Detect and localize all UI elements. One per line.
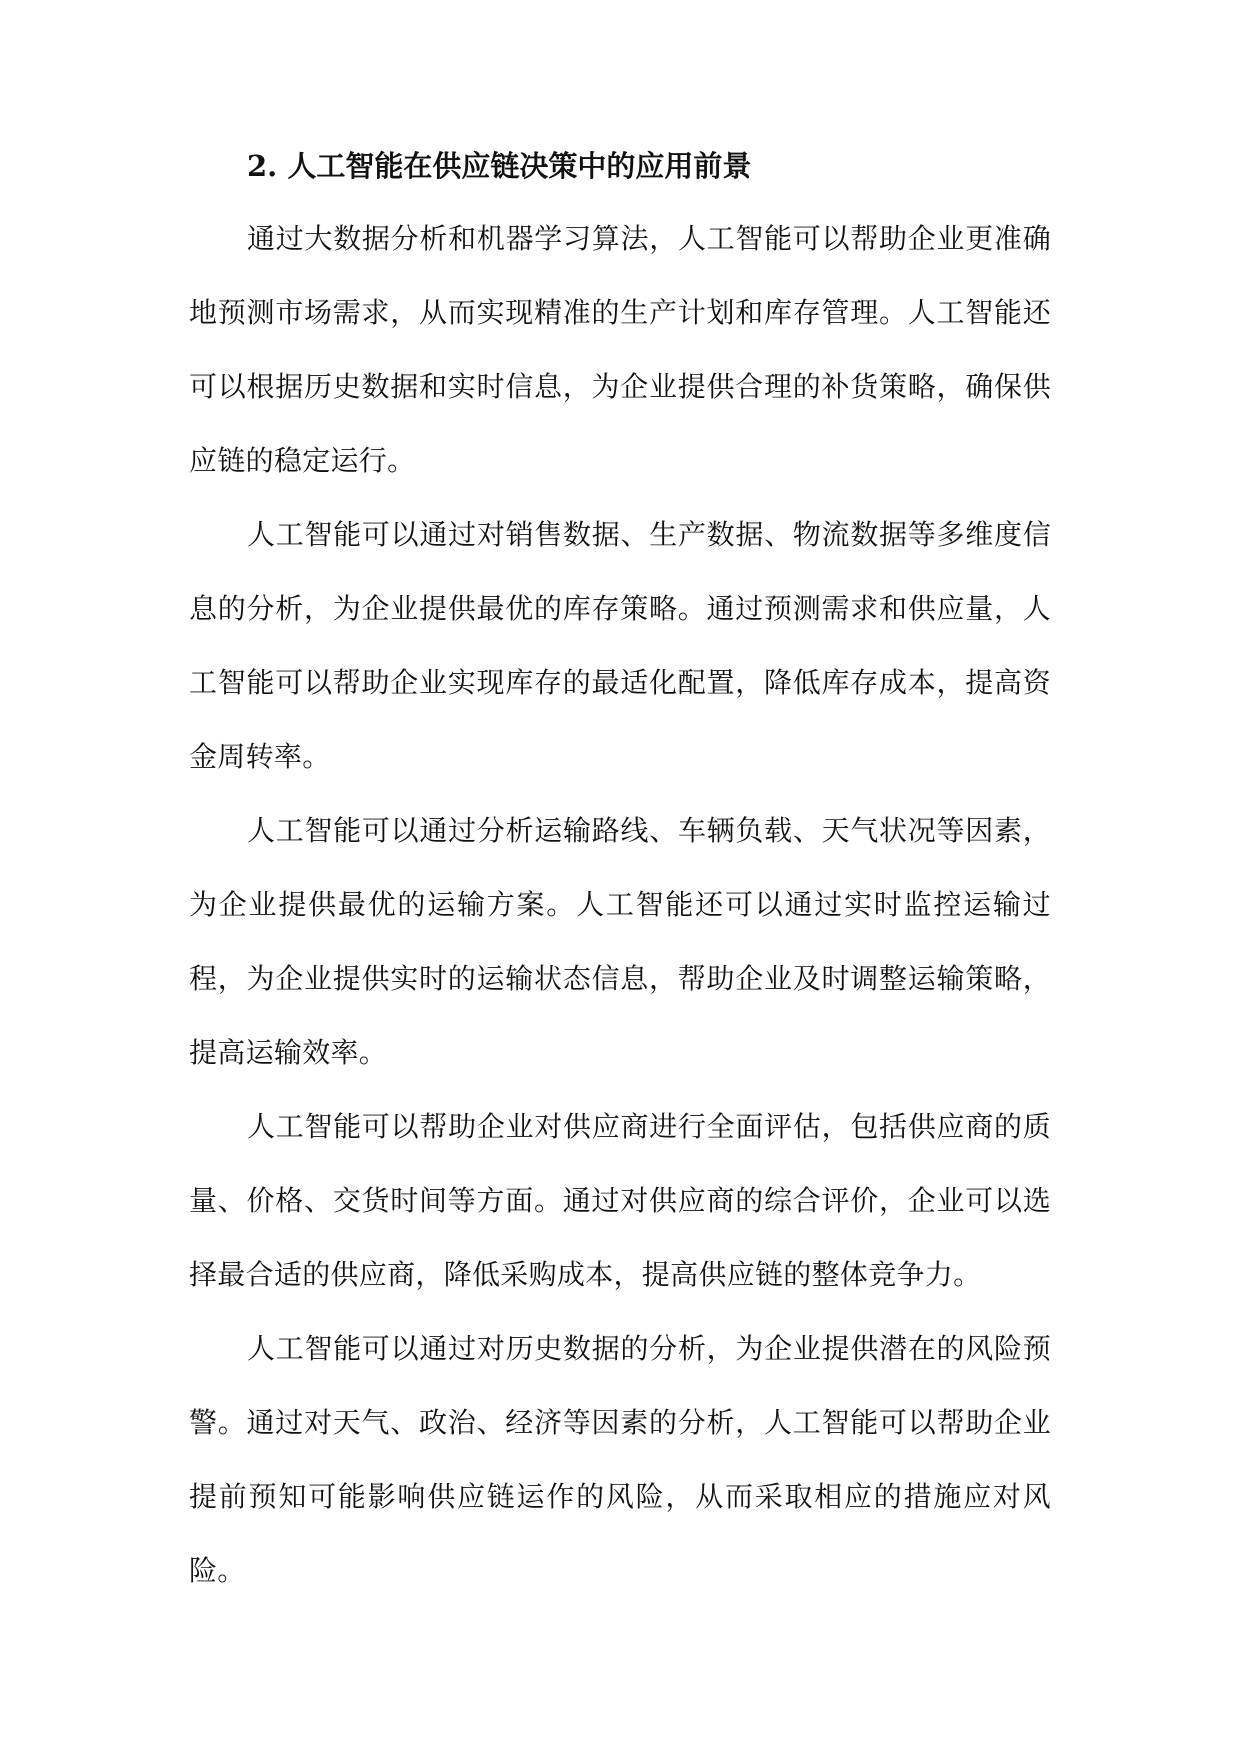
paragraph-transport-optimization: 人工智能可以通过分析运输路线、车辆负载、天气状况等因素，为企业提供最优的运输方案。人工智能还可以通过实时监控运输过程，为企业提供实时的运输状态信息，帮助企业及时调整运输策略，提高运输效率。: [189, 814, 1051, 1069]
paragraph-risk-warning: 人工智能可以通过对历史数据的分析，为企业提供潜在的风险预警。通过对天气、政治、经济等因素的分析，人工智能可以帮助企业提前预知可能影响供应链运作的风险，从而采取相应的措施应对风险。: [189, 1332, 1051, 1587]
paragraph-supplier-evaluation: 人工智能可以帮助企业对供应商进行全面评估，包括供应商的质量、价格、交货时间等方面。通过对供应商的综合评价，企业可以选择最合适的供应商，降低采购成本，提高供应链的整体竞争力。: [189, 1110, 1051, 1291]
section-heading: 2. 人工智能在供应链决策中的应用前景: [247, 149, 752, 183]
paragraph-inventory-strategy: 人工智能可以通过对销售数据、生产数据、物流数据等多维度信息的分析，为企业提供最优的库存策略。通过预测需求和供应量，人工智能可以帮助企业实现库存的最适化配置，降低库存成本，提高资金周转率。: [189, 518, 1051, 773]
document-body: [189, 140, 1051, 1608]
paragraph-demand-forecasting: 通过大数据分析和机器学习算法，人工智能可以帮助企业更准确地预测市场需求，从而实现精准的生产计划和库存管理。人工智能还可以根据历史数据和实时信息，为企业提供合理的补货策略，确保供应链的稳定运行。: [189, 222, 1051, 477]
